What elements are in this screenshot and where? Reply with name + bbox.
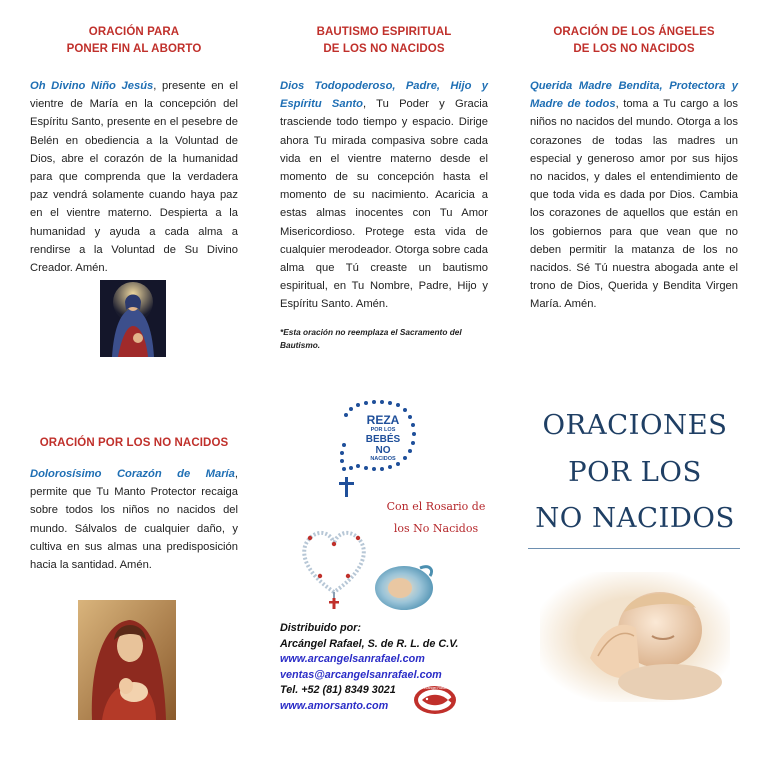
- cover-title-line1: ORACIONES: [542, 409, 728, 441]
- panel2-heading: [280, 24, 488, 58]
- panel1-heading: [30, 24, 238, 58]
- mother-and-child-painting: [78, 600, 176, 720]
- panel3-prayer: [530, 77, 738, 314]
- panel2-heading-line1: BAUTISMO ESPIRITUAL: [316, 26, 452, 38]
- panel3-prayer-lead: Querida Madre Bendita, Protectora y Madre de todos: [530, 80, 738, 111]
- panel1-heading-line1: ORACIÓN PARA: [88, 26, 180, 38]
- virgin-mary-pregnant-image: [100, 280, 166, 357]
- company-badge-logo: [413, 685, 457, 715]
- email-link[interactable]: ventas@arcangelsanrafael.com: [280, 668, 442, 681]
- praying-baby-image: [540, 572, 730, 702]
- panel1-prayer-lead: Oh Divino Niño Jesús: [30, 80, 154, 92]
- reza-por-los-bebes-logo: [330, 395, 420, 500]
- rosary-heart-image: [294, 520, 374, 610]
- rosary-caption-line2: los No Nacidos: [393, 522, 479, 535]
- panel2-baptism-note: *Esta oración no reemplaza el Sacramento del Bautismo.: [280, 327, 462, 350]
- phone-number: Tel. +52 (81) 8349 3021: [280, 684, 396, 697]
- baby-in-womb-image: [372, 560, 438, 612]
- panel2-prayer-body: , Tu Poder y Gracia trasciende todo tiempo y espacio. Dirige ahora Tu mirada compasiva sobre cada vida en el vientre materno desde el momento de su concepción hasta el momento de su nacimiento. Acaricia a estas almas inocentes con Tu Amor Misericordioso. Protege esta vida de cualquier merodeador. Otorga sobre cada alma que Tú creaste un bautismo espiritual, en Tu Nombre, Padre, Hijo y Espíritu Santo. Amén.: [280, 98, 488, 311]
- distribution-company: Arcángel Rafael, S. de R. L. de C.V.: [280, 637, 459, 650]
- rosary-caption-line1: Con el Rosario de: [386, 500, 486, 513]
- panel1-prayer: [30, 77, 238, 277]
- panel1-heading-line2: PONER FIN AL ABORTO: [66, 43, 202, 55]
- panel3-heading: [530, 24, 738, 58]
- logo-por-los: POR LOS: [370, 427, 396, 433]
- logo-text: [355, 413, 411, 463]
- badge-caption: Arcángel Rafael: [422, 686, 448, 690]
- panel3-heading-line1: ORACIÓN DE LOS ÁNGELES: [553, 26, 715, 38]
- panel1-prayer-body: , presente en el vientre de María en la concepción del Espíritu Santo, presente en el pesebre de Belén en obediencia a la Voluntad de Dios, abre el corazón de la humanidad para que comprenda que la verdadera paz vendrá solamente cuando haya paz en el vientre materno. Despierta a la humanidad y ayuda a cada alma a rendirse a la Voluntad de Su Divino Creador. Amén.: [30, 80, 238, 275]
- panel4-prayer-lead: Dolorosísimo Corazón de María: [30, 468, 235, 480]
- panel4-heading: ORACIÓN POR LOS NO NACIDOS: [39, 437, 229, 449]
- panel4-prayer: [30, 465, 238, 574]
- logo-nacidos: NACIDOS: [370, 456, 396, 462]
- website-link-1[interactable]: www.arcangelsanrafael.com: [280, 653, 425, 666]
- logo-no: NO: [375, 445, 391, 456]
- panel2-prayer: [280, 77, 488, 314]
- panel3-heading-line2: DE LOS NO NACIDOS: [573, 43, 695, 55]
- website-link-2[interactable]: www.amorsanto.com: [280, 699, 389, 712]
- panel3-prayer-body: , toma a Tu cargo a los niños no nacidos del mundo. Otorga a los corazones de todas las madres un especial y generoso amor por sus hijos no nacidos, y dales el entendimiento de que toda vida es dada por Dios. Cambia los corazones de aquellos que están en los gobiernos para que vean que no deben permitir la matanza de los no nacidos. Sé Tú nuestra abogada ante el trono de Dios, Querida y Bendita Virgen María. Amén.: [530, 98, 738, 311]
- cover-title-line2: POR LOS: [568, 456, 702, 488]
- logo-reza: REZA: [366, 413, 400, 427]
- cover-divider: [528, 548, 740, 549]
- panel2-heading-line2: DE LOS NO NACIDOS: [323, 43, 445, 55]
- panel2-prayer-lead: Dios Todopoderoso, Padre, Hijo y Espíritu Santo: [280, 80, 488, 111]
- logo-bebes: BEBÉS: [365, 434, 401, 445]
- cover-title-line3: NO NACIDOS: [535, 502, 735, 534]
- distribution-label: Distribuido por:: [280, 622, 361, 634]
- panel4-prayer-body: , permite que Tu Manto Protector recaiga sobre todos los niños no nacidos del mundo. Sálvalos de cualquier daño, y cultiva en sus almas una predisposición hacia la santidad. Amén.: [30, 468, 238, 572]
- rosary-caption: [380, 496, 492, 540]
